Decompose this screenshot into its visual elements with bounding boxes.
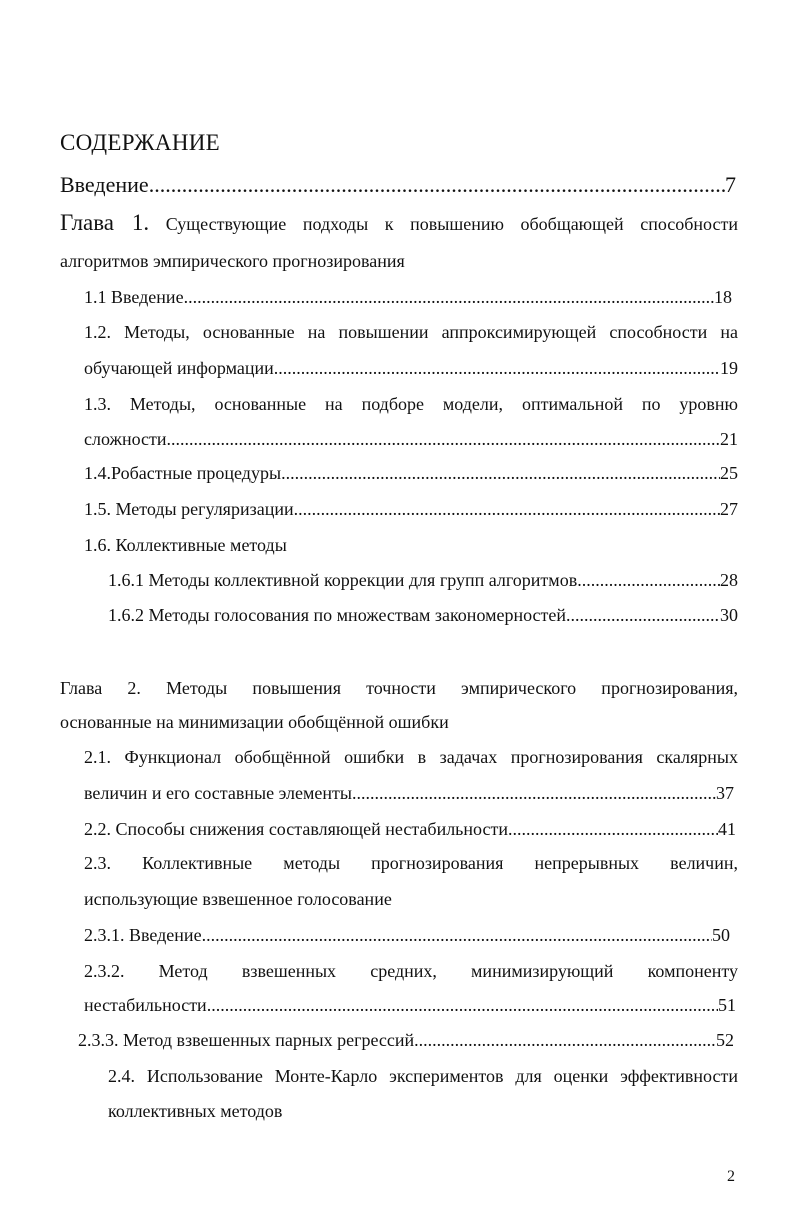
toc-entry-intro[interactable] (60, 172, 736, 198)
toc-leader-dots (184, 286, 714, 308)
toc-entry-label: сложности (84, 429, 167, 449)
toc-entry-2-3-line1[interactable]: 2.3. Коллективные методы прогнозирования непрерывных величин, (84, 853, 738, 873)
toc-entry-1-6[interactable]: 1.6. Коллективные методы (84, 535, 287, 555)
toc-entry-label: Введение (60, 172, 149, 197)
toc-entry-page: 7 (725, 172, 736, 197)
toc-entry-1-1[interactable] (84, 286, 732, 308)
toc-entry-label: 1.6.2 Методы голосования по множествам закономерностей (108, 605, 567, 625)
toc-entry-1-5[interactable] (84, 498, 738, 520)
toc-leader-dots (577, 569, 720, 591)
page-title: СОДЕРЖАНИЕ (60, 130, 221, 155)
toc-entry-page: 25 (720, 463, 738, 483)
chapter-1-lead: Глава 1. (60, 210, 150, 235)
toc-leader-dots (149, 172, 725, 198)
toc-leader-dots (294, 498, 720, 520)
page-number: 2 (727, 1168, 735, 1185)
toc-entry-1-3[interactable] (84, 428, 738, 450)
toc-leader-dots (414, 1029, 716, 1051)
toc-entry-2-2[interactable] (84, 818, 736, 840)
toc-entry-label: обучающей информации (84, 358, 274, 378)
toc-entry-2-1-line1[interactable]: 2.1. Функционал обобщённой ошибки в задачах прогнозирования скалярных (84, 747, 738, 767)
toc-leader-dots (167, 428, 720, 450)
toc-entry-2-3-2-line1[interactable]: 2.3.2. Метод взвешенных средних, минимизирующий компоненту (84, 961, 738, 981)
toc-entry-2-1[interactable] (84, 782, 734, 804)
toc-entry-label: 2.3.3. Метод взвешенных парных регрессий (78, 1030, 415, 1050)
chapter-1-title: Существующие подходы к повышению обобщающей способности (165, 214, 738, 234)
toc-entry-2-4-line2[interactable]: коллективных методов (108, 1101, 283, 1121)
toc-entry-1-2[interactable] (84, 357, 738, 379)
toc-entry-1-6-1[interactable] (108, 569, 738, 591)
toc-leader-dots (281, 462, 720, 484)
toc-leader-dots (202, 924, 712, 946)
chapter-2-heading-cont: основанные на минимизации обобщённой ошибки (60, 712, 449, 732)
chapter-1-heading (60, 212, 738, 235)
toc-entry-page: 19 (720, 358, 738, 378)
toc-entry-label: нестабильности (84, 995, 207, 1015)
toc-entry-page: 41 (718, 819, 736, 839)
toc-leader-dots (508, 818, 718, 840)
toc-entry-page: 52 (716, 1030, 734, 1050)
toc-entry-page: 50 (712, 925, 730, 945)
toc-entry-page: 18 (714, 287, 732, 307)
chapter-1-heading-cont: алгоритмов эмпирического прогнозирования (60, 251, 405, 271)
toc-entry-label: величин и его составные элементы (84, 783, 352, 803)
toc-entry-2-3-1[interactable] (84, 924, 730, 946)
toc-entry-1-2-line1[interactable]: 1.2. Методы, основанные на повышении аппроксимирующей способности на (84, 322, 738, 342)
toc-entry-label: 2.3.1. Введение (84, 925, 202, 945)
toc-leader-dots (352, 782, 716, 804)
toc-entry-2-3-line2[interactable]: использующие взвешенное голосование (84, 889, 392, 909)
toc-entry-1-3-line1[interactable]: 1.3. Методы, основанные на подборе модели, оптимальной по уровню (84, 394, 738, 414)
toc-entry-page: 51 (718, 995, 736, 1015)
toc-entry-2-3-3[interactable] (78, 1029, 734, 1051)
toc-entry-1-6-2[interactable] (108, 604, 738, 626)
toc-entry-label: 1.6.1 Методы коллективной коррекции для групп алгоритмов (108, 570, 578, 590)
toc-entry-label: 2.2. Способы снижения составляющей нестабильности (84, 819, 508, 839)
toc-entry-2-4-line1[interactable]: 2.4. Использование Монте-Карло экспериментов для оценки эффективности (108, 1066, 738, 1086)
toc-entry-2-3-2[interactable] (84, 994, 736, 1016)
toc-entry-page: 30 (720, 605, 738, 625)
chapter-2-heading: Глава 2. Методы повышения точности эмпирического прогнозирования, (60, 678, 738, 698)
toc-entry-page: 21 (720, 429, 738, 449)
toc-entry-page: 37 (716, 783, 734, 803)
toc-entry-label: 1.4.Робастные процедуры (84, 463, 282, 483)
toc-entry-page: 27 (720, 499, 738, 519)
toc-leader-dots (566, 604, 720, 626)
toc-leader-dots (207, 994, 718, 1016)
toc-entry-label: 1.1 Введение (84, 287, 184, 307)
toc-entry-page: 28 (720, 570, 738, 590)
toc-leader-dots (274, 357, 720, 379)
toc-entry-1-4[interactable] (84, 462, 738, 484)
toc-entry-label: 1.5. Методы регуляризации (84, 499, 294, 519)
